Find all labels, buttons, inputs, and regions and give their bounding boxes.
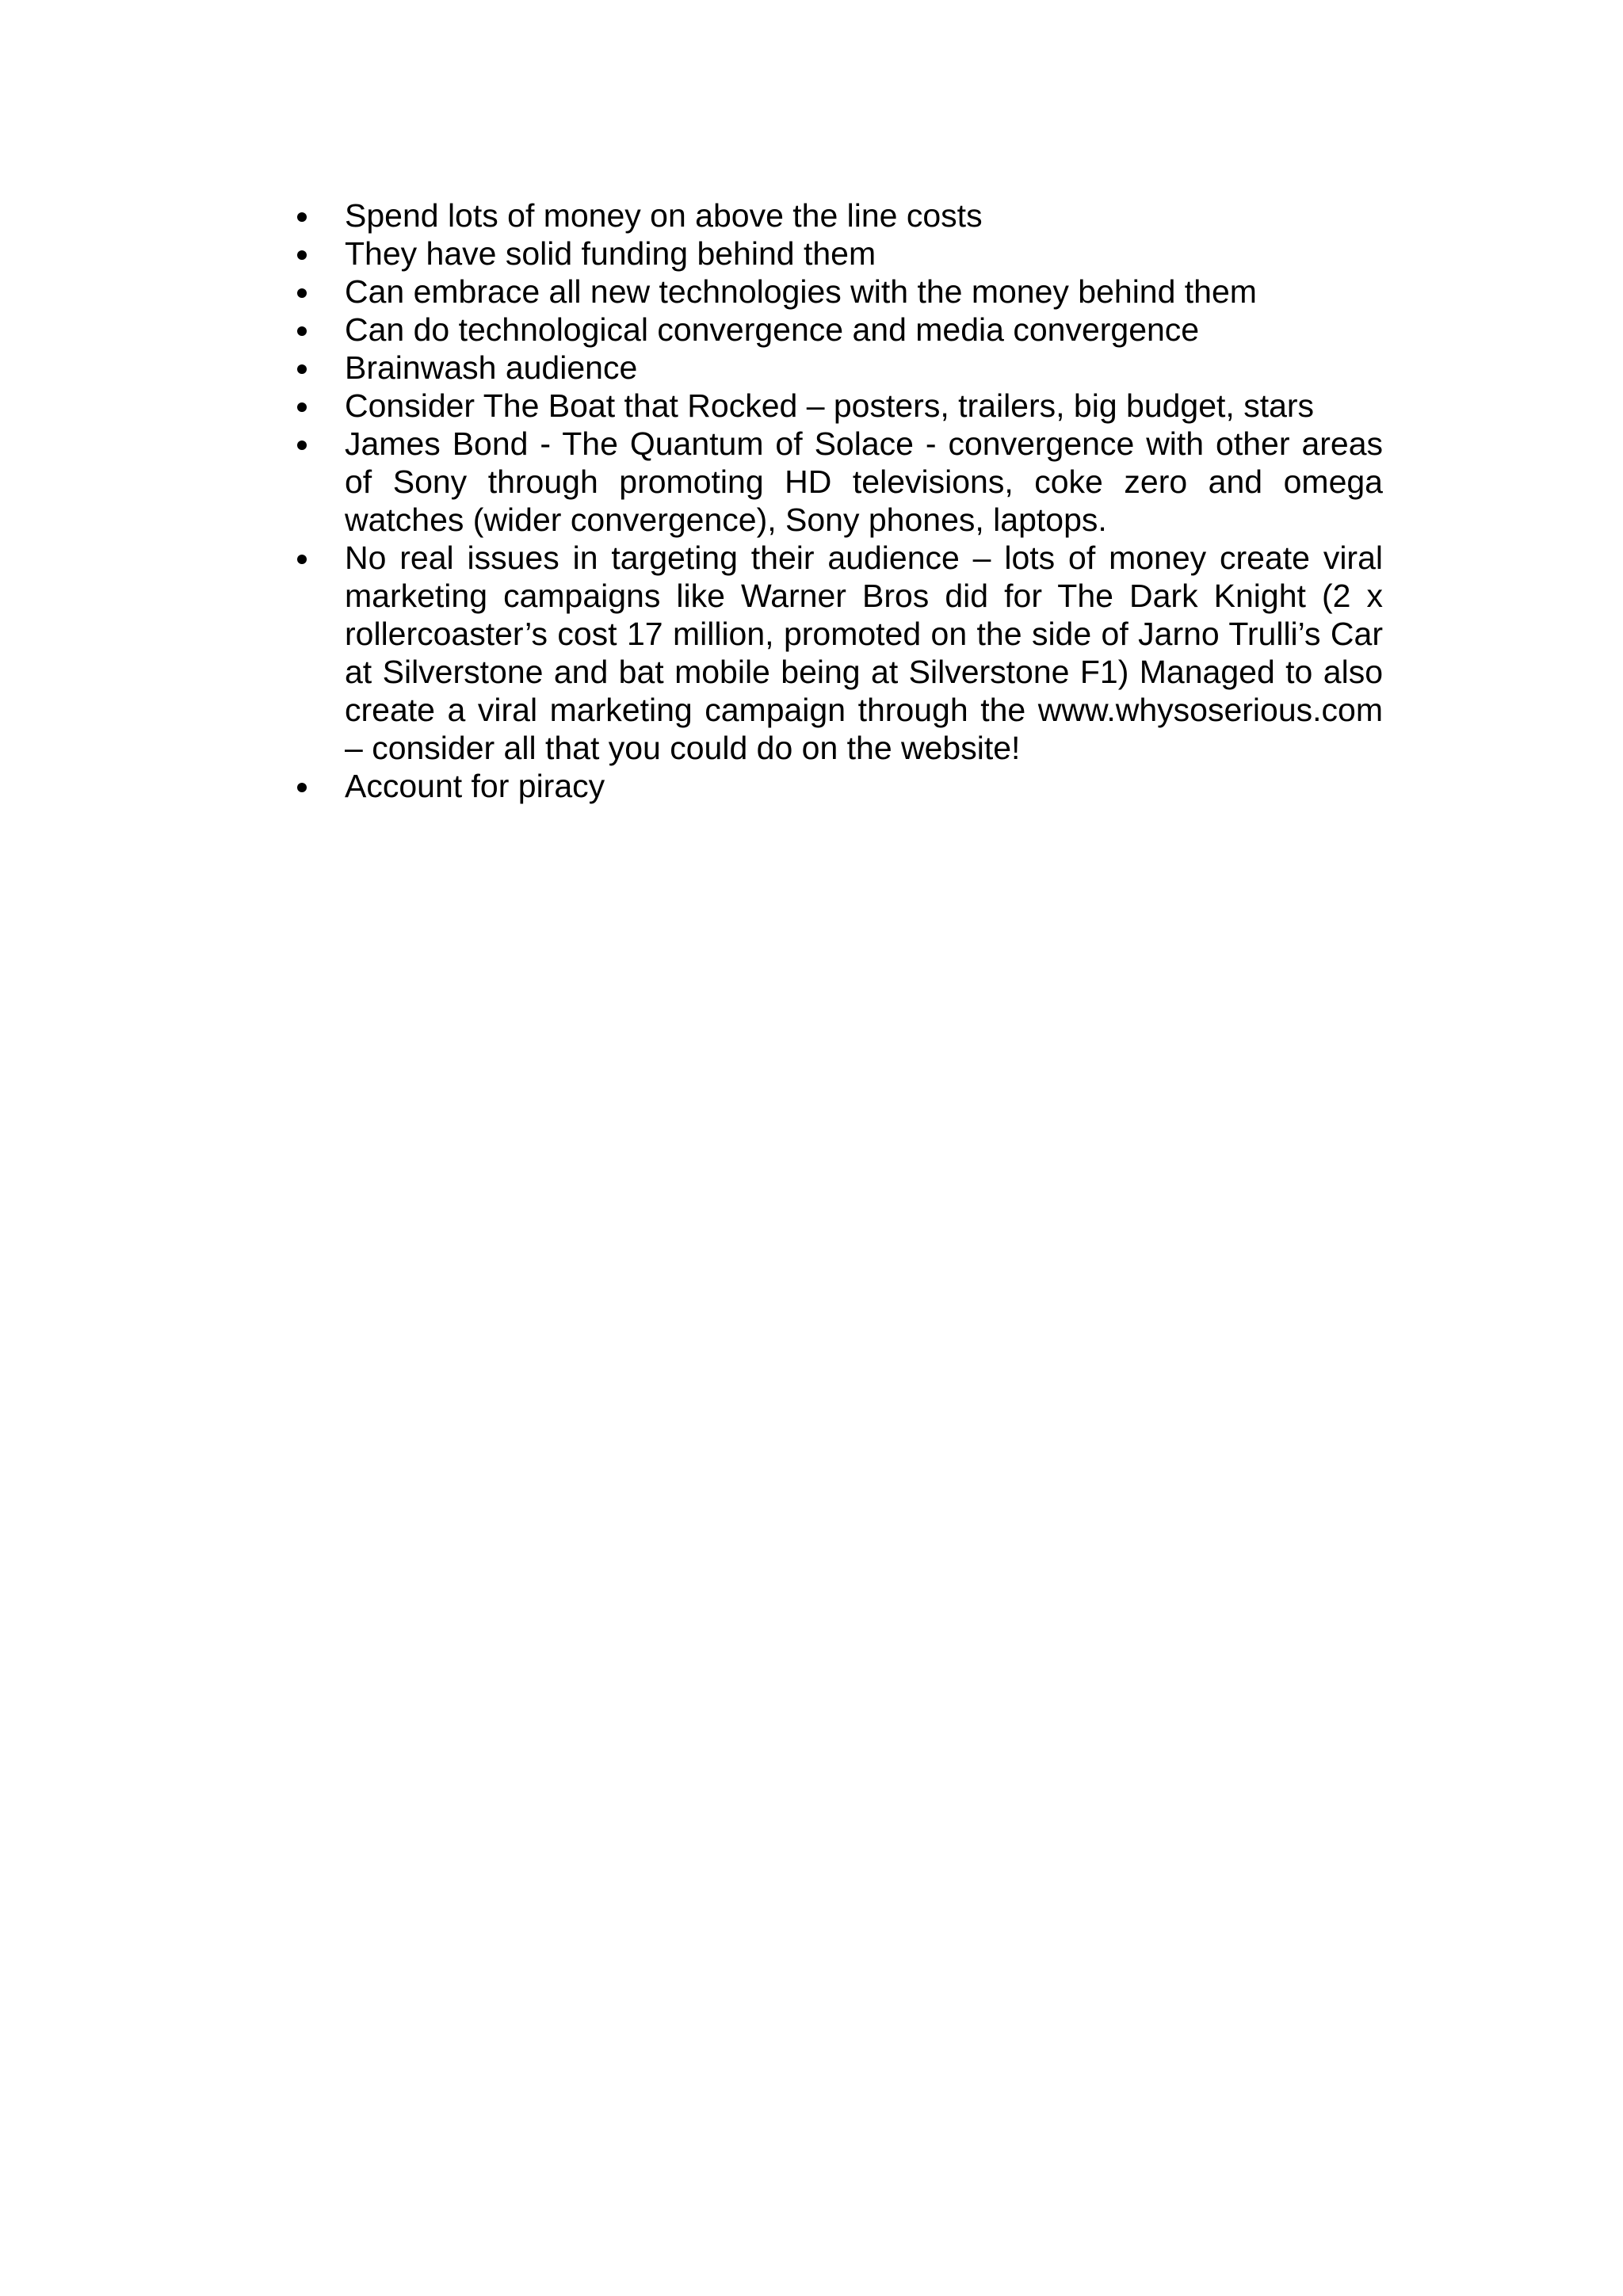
list-item-text: Consider The Boat that Rocked – posters, trailers, big budget, stars (345, 387, 1315, 424)
list-item (297, 235, 1383, 273)
list-item (297, 349, 1383, 387)
list-item (297, 767, 1383, 805)
bullet-list (297, 196, 1383, 805)
list-item-text: Brainwash audience (345, 349, 638, 386)
list-item-text: No real issues in targeting their audience – lots of money create viral marketing campaigns like Warner Bros did for The Dark Knight (2 x rollercoaster’s cost 17 million, promoted on the side of Jarno Trulli’s Car at Silverstone and bat mobile being at Silverstone F1) Managed to also create a viral marketing campaign through the www.whysoserious.com – consider all that you could do on the website! (345, 540, 1383, 766)
list-item-text: Spend lots of money on above the line costs (345, 197, 983, 234)
list-item-text: Can embrace all new technologies with the money behind them (345, 273, 1257, 310)
list-item-text: Account for piracy (345, 768, 605, 804)
list-item (297, 425, 1383, 539)
list-item (297, 196, 1383, 235)
list-item (297, 311, 1383, 349)
list-item-text: They have solid funding behind them (345, 235, 876, 272)
list-item-text: Can do technological convergence and media convergence (345, 311, 1200, 348)
list-item (297, 539, 1383, 767)
list-item (297, 387, 1383, 425)
list-item-text: James Bond - The Quantum of Solace - convergence with other areas of Sony through promoting HD televisions, coke zero and omega watches (wider convergence), Sony phones, laptops. (345, 425, 1383, 538)
list-item (297, 273, 1383, 311)
